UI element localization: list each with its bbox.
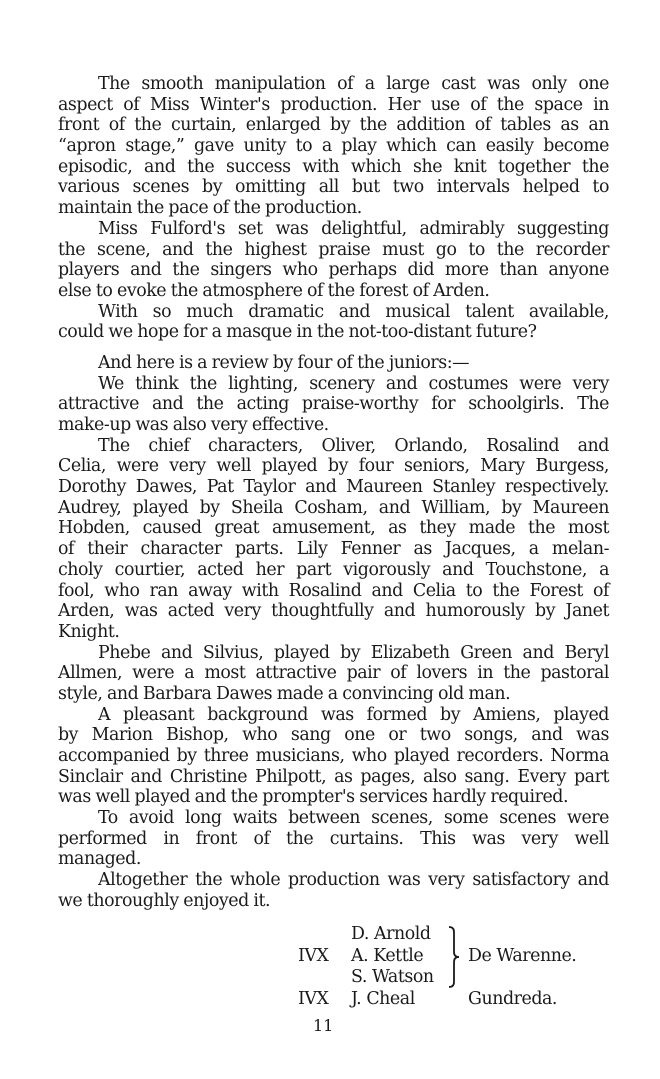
paragraph-background (58, 705, 609, 808)
signature-name: D. Arnold (351, 924, 431, 944)
text-line: Miss Fulford's set was delightful, admirably suggesting (98, 218, 609, 239)
text-line: style, and Barbara Dawes made a convincing old man. (58, 683, 511, 704)
paragraph-lighting (58, 374, 609, 436)
text-line: could we hope for a masque in the not-too-distant future? (58, 322, 537, 343)
text-line: managed. (58, 849, 141, 870)
text-line: by Marion Bishop, who sang one or two songs, and was (58, 725, 609, 746)
text-line: else to evoke the atmosphere of the forest of Arden. (58, 280, 490, 301)
text-line: aspect of Miss Winter's production. Her use of the space in (58, 94, 609, 115)
paragraph-conclusion (58, 870, 609, 911)
text-line: players and the singers who perhaps did more than anyone (58, 260, 609, 281)
text-line: Dorothy Dawes, Pat Taylor and Maureen Stanley respectively. (58, 477, 609, 498)
text-line: The chief characters, Oliver, Orlando, Rosalind and (98, 435, 609, 456)
paragraph-juniors-intro (58, 353, 609, 374)
text-line: we thoroughly enjoyed it. (58, 890, 271, 911)
text-line: episodic, and the success with which she knit together the (58, 156, 609, 177)
paragraph-production (58, 74, 609, 219)
text-line: choly courtier, acted her part vigorously and Touchstone, a (58, 559, 609, 580)
page-number: 11 (313, 1016, 334, 1035)
signature-name: J. Cheal (351, 988, 415, 1009)
form-label: IVX (298, 988, 329, 1009)
document-body (58, 74, 609, 912)
house-name: De Warenne. (468, 945, 577, 966)
signature-row (298, 989, 608, 1011)
text-line: of their character parts. Lily Fenner as Jacques, a melan- (58, 539, 609, 560)
text-line: Arden, was acted very thoughtfully and humorously by Janet (58, 601, 609, 622)
text-line: The smooth manipulation of a large cast was only one (98, 74, 609, 94)
signature-block (298, 924, 608, 1010)
paragraph-masque (58, 302, 609, 343)
text-line: attractive and the acting praise-worthy for schoolgirls. The (58, 394, 609, 415)
text-line: accompanied by three musicians, who played recorders. Norma (58, 746, 609, 766)
text-line: various scenes by omitting all but two intervals helped to (58, 177, 609, 198)
signature-name: S. Watson (351, 967, 434, 987)
brace-icon (448, 926, 460, 988)
text-line: front of the curtain, enlarged by the addition of tables as an (58, 115, 609, 136)
text-line: Allmen, were a most attractive pair of lovers in the pastoral (58, 663, 609, 684)
text-line: To avoid long waits between scenes, some scenes were (98, 808, 609, 829)
text-line: the scene, and the highest praise must go to the recorder (58, 239, 609, 260)
text-line: A pleasant background was formed by Amiens, played (98, 704, 609, 725)
text-line: Audrey, played by Sheila Cosham, and William, by Maureen (58, 497, 609, 518)
text-line: performed in front of the curtains. This was very well (58, 828, 609, 849)
text-line: was well played and the prompter's services hardly required. (58, 787, 569, 808)
signature-name: A. Kettle (351, 945, 424, 966)
text-line: Celia, were very well played by four seniors, Mary Burgess, (58, 456, 609, 477)
house-name: Gundreda. (468, 988, 558, 1009)
text-line: Phebe and Silvius, played by Elizabeth Green and Beryl (98, 642, 609, 663)
form-label: IVX (298, 945, 329, 966)
text-line: “apron stage,” gave unity to a play which can easily become (58, 136, 609, 157)
text-line: make-up was also very effective. (58, 415, 329, 435)
text-line: We think the lighting, scenery and costumes were very (98, 373, 609, 394)
text-line: Sinclair and Christine Philpott, as pages, also sang. Every part (58, 766, 609, 787)
paragraph-set (58, 219, 609, 302)
text-line: With so much dramatic and musical talent available, (98, 301, 609, 322)
paragraph-characters (58, 436, 609, 643)
text-line: And here is a review by four of the juniors:— (98, 352, 470, 373)
paragraph-waits (58, 808, 609, 870)
text-line: Altogether the whole production was very satisfactory and (98, 870, 609, 891)
paragraph-phebe-silvius (58, 643, 609, 705)
text-line: Knight. (58, 621, 120, 642)
text-line: maintain the pace of the production. (58, 198, 362, 219)
text-line: fool, who ran away with Rosalind and Celia to the Forest of (58, 580, 609, 601)
text-line: Hobden, caused great amusement, as they made the most (58, 518, 609, 539)
